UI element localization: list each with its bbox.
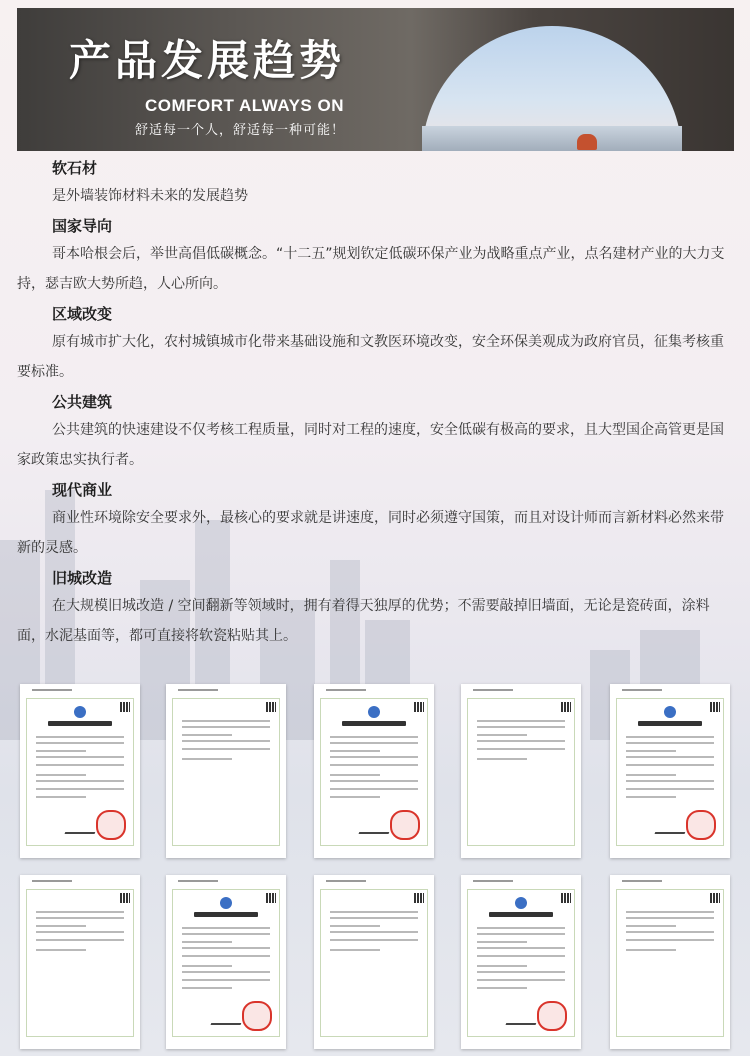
qr-code-icon — [561, 702, 571, 712]
certificate-text-line — [626, 780, 714, 782]
certificate-number — [622, 880, 662, 882]
certificate-text-line — [477, 734, 527, 736]
certificate-text-line — [477, 726, 565, 728]
certificate-text-line — [182, 947, 270, 949]
certificate-text-line — [626, 925, 676, 927]
certificate-title — [638, 721, 702, 726]
certificate-text-line — [36, 911, 124, 913]
certificate-text-line — [330, 949, 380, 951]
official-seal-icon — [242, 1001, 272, 1031]
signature — [359, 826, 392, 834]
certificate-text-line — [477, 979, 565, 981]
certificate-text-line — [330, 742, 418, 744]
certificate-text-line — [330, 925, 380, 927]
qr-code-icon — [710, 893, 720, 903]
certificate-number — [178, 880, 218, 882]
official-seal-icon — [537, 1001, 567, 1031]
certificate-text-line — [626, 750, 676, 752]
certificate-text-line — [477, 965, 527, 967]
patent-certificate — [314, 875, 434, 1049]
certificate-text-line — [477, 927, 565, 929]
certificate-text-line — [626, 774, 676, 776]
certificate-text-line — [182, 965, 232, 967]
certificate-text-line — [477, 720, 565, 722]
section-public-buildings — [17, 390, 737, 475]
signature — [65, 826, 98, 834]
section-text: 公共建筑的快速建设不仅考核工程质量，同时对工程的速度，安全低碳有极高的要求，且大型国企高管更是国家政策忠实执行者。 — [17, 422, 724, 468]
certificate-text-line — [330, 774, 380, 776]
certificate-text-line — [330, 736, 418, 738]
certificate-text-line — [36, 774, 86, 776]
patent-certificate — [166, 875, 286, 1049]
certificate-text-line — [626, 949, 676, 951]
official-seal-icon — [390, 810, 420, 840]
qr-code-icon — [120, 702, 130, 712]
certificate-number — [32, 880, 72, 882]
section-text: 是外墙装饰材料未来的发展趋势 — [52, 188, 248, 204]
header-banner — [17, 8, 734, 151]
certificate-title — [194, 912, 258, 917]
patent-emblem-icon — [515, 897, 527, 909]
certificate-text-line — [36, 736, 124, 738]
certificate-title — [48, 721, 112, 726]
patent-certificate — [314, 684, 434, 858]
certificate-text-line — [626, 796, 676, 798]
section-heading: 软石材 — [52, 159, 98, 177]
certificate-text-line — [626, 736, 714, 738]
certificate-text-line — [182, 933, 270, 935]
certificate-title — [342, 721, 406, 726]
qr-code-icon — [266, 893, 276, 903]
signature — [506, 1017, 539, 1025]
patent-certificate — [610, 875, 730, 1049]
certificate-number — [473, 880, 513, 882]
patent-certificate — [20, 684, 140, 858]
certificate-text-line — [182, 979, 270, 981]
patent-emblem-icon — [74, 706, 86, 718]
qr-code-icon — [710, 702, 720, 712]
certificate-text-line — [36, 931, 124, 933]
certificate-number — [178, 689, 218, 691]
certificate-number — [326, 880, 366, 882]
section-heading: 公共建筑 — [52, 393, 113, 411]
sea-horizon — [422, 126, 682, 151]
certificate-text-line — [477, 740, 565, 742]
section-text: 原有城市扩大化，农村城镇城市化带来基础设施和文教医环境改变，安全环保美观成为政府官员，征集考核重要标准。 — [17, 334, 724, 380]
certificate-text-line — [330, 917, 418, 919]
certificate-text-line — [330, 939, 418, 941]
certificate-text-line — [330, 780, 418, 782]
certificate-text-line — [182, 971, 270, 973]
certificate-text-line — [626, 742, 714, 744]
certificate-text-line — [182, 734, 232, 736]
certificate-text-line — [36, 925, 86, 927]
certificate-text-line — [36, 756, 124, 758]
official-seal-icon — [96, 810, 126, 840]
certificate-text-line — [36, 917, 124, 919]
banner-english-subtitle: COMFORT ALWAYS ON — [145, 96, 344, 115]
certificate-text-line — [182, 740, 270, 742]
certificate-number — [32, 689, 72, 691]
section-text: 哥本哈根会后，举世高倡低碳概念。“十二五”规划钦定低碳环保产业为战略重点产业，点名建材产业的大力支持，瑟吉欧大势所趋，人心所向。 — [17, 246, 725, 292]
trend-sections — [17, 153, 737, 651]
section-heading: 国家导向 — [52, 217, 113, 235]
certificate-text-line — [330, 796, 380, 798]
section-regional-change — [17, 302, 737, 387]
certificate-text-line — [36, 742, 124, 744]
certificate-text-line — [626, 939, 714, 941]
qr-code-icon — [120, 893, 130, 903]
certificate-title — [489, 912, 553, 917]
certificate-text-line — [626, 911, 714, 913]
section-modern-commerce — [17, 478, 737, 563]
certificate-text-line — [626, 788, 714, 790]
patent-certificate — [461, 875, 581, 1049]
certificate-text-line — [330, 756, 418, 758]
banner-title: 产品发展趋势 — [69, 36, 346, 85]
certificate-text-line — [36, 780, 124, 782]
certificate-text-line — [330, 931, 418, 933]
section-heading: 旧城改造 — [52, 569, 113, 587]
certificate-text-line — [36, 788, 124, 790]
section-heading: 现代商业 — [52, 481, 113, 499]
certificate-text-line — [626, 756, 714, 758]
seated-person-figure — [577, 134, 597, 150]
certificate-text-line — [182, 726, 270, 728]
certificate-text-line — [477, 955, 565, 957]
patent-certificate — [166, 684, 286, 858]
certificate-text-line — [182, 941, 232, 943]
certificate-text-line — [36, 939, 124, 941]
certificate-text-line — [477, 941, 527, 943]
patent-emblem-icon — [368, 706, 380, 718]
certificate-text-line — [36, 796, 86, 798]
certificate-text-line — [477, 947, 565, 949]
official-seal-icon — [686, 810, 716, 840]
qr-code-icon — [561, 893, 571, 903]
qr-code-icon — [266, 702, 276, 712]
signature — [655, 826, 688, 834]
certificate-text-line — [330, 788, 418, 790]
certificate-text-line — [182, 955, 270, 957]
certificate-text-line — [330, 750, 380, 752]
patent-emblem-icon — [664, 706, 676, 718]
certificate-number — [326, 689, 366, 691]
section-soft-stone — [17, 156, 737, 211]
certificate-text-line — [182, 927, 270, 929]
certificate-text-line — [36, 750, 86, 752]
section-old-city-renovation — [17, 566, 737, 651]
certificate-text-line — [477, 748, 565, 750]
certificate-text-line — [330, 764, 418, 766]
certificate-number — [622, 689, 662, 691]
certificate-text-line — [36, 949, 86, 951]
certificate-text-line — [477, 971, 565, 973]
certificate-text-line — [626, 764, 714, 766]
patent-certificate — [20, 875, 140, 1049]
patent-certificate — [461, 684, 581, 858]
signature — [211, 1017, 244, 1025]
certificate-text-line — [477, 933, 565, 935]
section-heading: 区域改变 — [52, 305, 113, 323]
certificate-text-line — [182, 987, 232, 989]
certificate-text-line — [330, 911, 418, 913]
certificate-text-line — [36, 764, 124, 766]
certificate-text-line — [182, 758, 232, 760]
certificate-text-line — [626, 931, 714, 933]
qr-code-icon — [414, 702, 424, 712]
patent-certificate — [610, 684, 730, 858]
patent-emblem-icon — [220, 897, 232, 909]
certificate-text-line — [626, 917, 714, 919]
certificate-text-line — [477, 758, 527, 760]
certificate-text-line — [477, 987, 527, 989]
qr-code-icon — [414, 893, 424, 903]
certificate-text-line — [182, 748, 270, 750]
section-text: 在大规模旧城改造 / 空间翻新等领域时，拥有着得天独厚的优势；不需要敲掉旧墙面，无论是瓷砖面，涂料面，水泥基面等，都可直接将软瓷粘贴其上。 — [17, 598, 710, 644]
banner-slogan: 舒适每一个人，舒适每一种可能！ — [135, 123, 346, 138]
certificate-number — [473, 689, 513, 691]
section-text: 商业性环境除安全要求外，最核心的要求就是讲速度，同时必须遵守国策，而且对设计师而言新材料必然来带新的灵感。 — [17, 510, 724, 556]
certificate-text-line — [182, 720, 270, 722]
section-national-guidance — [17, 214, 737, 299]
